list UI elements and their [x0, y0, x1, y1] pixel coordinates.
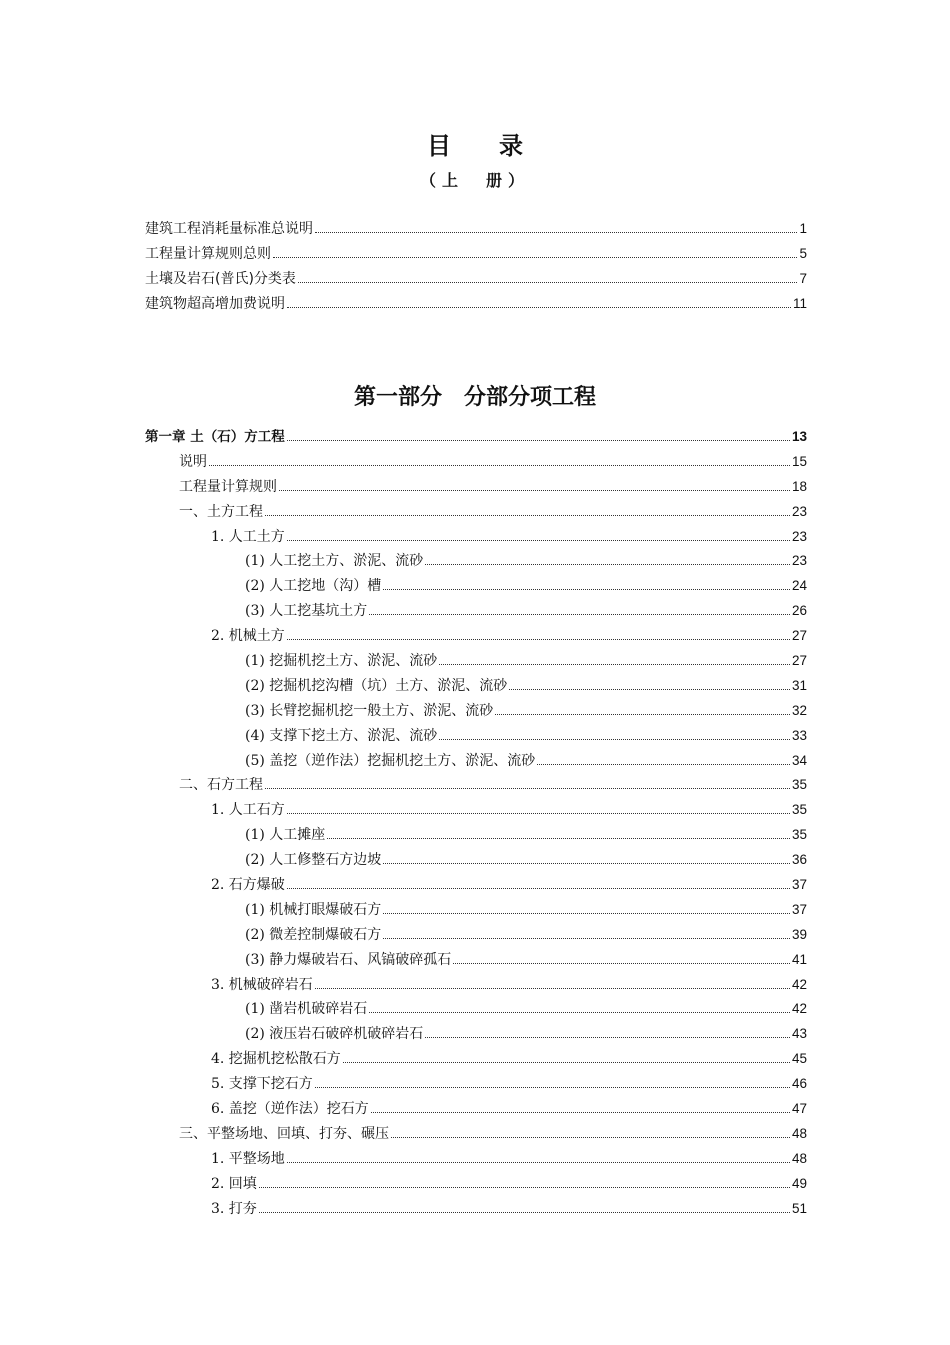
dot-leader	[383, 589, 790, 590]
toc-entry-page: 24	[791, 578, 807, 594]
toc-entry[interactable]	[145, 773, 807, 798]
dot-leader	[287, 307, 791, 308]
toc-entry-page: 1	[799, 221, 807, 236]
toc-entry-label: (2) 微差控制爆破石方	[245, 926, 382, 943]
toc-entry-page: 27	[791, 628, 807, 644]
toc-entry-page: 49	[791, 1175, 807, 1191]
toc-entry[interactable]	[145, 798, 807, 823]
toc-entry-page: 32	[791, 702, 807, 718]
toc-entry[interactable]	[145, 749, 807, 774]
dot-leader	[327, 838, 790, 839]
toc-entry[interactable]	[145, 724, 807, 749]
toc-entry[interactable]	[145, 848, 807, 873]
toc-entry[interactable]	[145, 1172, 807, 1197]
toc-entry-page: 35	[791, 802, 807, 818]
toc-entry[interactable]	[145, 549, 807, 574]
toc-entry-page: 33	[791, 727, 807, 743]
toc-entry-label: 1. 人工土方	[211, 528, 285, 545]
toc-entry-label: 3. 机械破碎岩石	[211, 976, 313, 993]
toc-entry-page: 46	[791, 1076, 807, 1092]
toc-entry[interactable]	[145, 823, 807, 848]
toc-entry[interactable]	[145, 1147, 807, 1172]
toc-entry-page: 7	[799, 270, 807, 286]
toc-intro-list	[145, 217, 807, 317]
toc-entry-label: 建筑物超高增加费说明	[145, 295, 285, 312]
dot-leader	[391, 1137, 790, 1138]
toc-entry-page: 5	[799, 245, 807, 261]
page-subtitle: （上 册）	[419, 171, 530, 190]
toc-entry[interactable]	[145, 948, 807, 973]
toc-entry-page: 43	[791, 1026, 807, 1042]
dot-leader	[287, 1162, 790, 1163]
toc-entry-label: 二、石方工程	[179, 777, 263, 794]
toc-entry-label: (4) 支撑下挖土方、淤泥、流砂	[245, 727, 438, 744]
toc-entry-label: 3. 打夯	[211, 1200, 257, 1217]
toc-entry-page: 37	[791, 877, 807, 893]
toc-entry[interactable]	[145, 525, 807, 550]
dot-leader	[315, 232, 797, 233]
toc-entry[interactable]	[145, 973, 807, 998]
toc-entry-page: 34	[791, 752, 807, 768]
toc-entry[interactable]	[145, 1122, 807, 1147]
dot-leader	[265, 515, 790, 516]
dot-leader	[315, 1087, 790, 1088]
toc-entry[interactable]	[145, 500, 807, 525]
toc-entry-label: 三、平整场地、回填、打夯、碾压	[179, 1125, 389, 1142]
toc-entry[interactable]	[145, 425, 807, 450]
toc-entry[interactable]	[145, 699, 807, 724]
toc-entry-label: 1. 人工石方	[211, 802, 285, 819]
toc-entry-page: 23	[791, 553, 807, 569]
dot-leader	[383, 913, 790, 914]
dot-leader	[287, 639, 790, 640]
dot-leader	[439, 664, 790, 665]
toc-entry-page: 13	[791, 429, 807, 444]
toc-entry-page: 23	[791, 528, 807, 544]
toc-entry-label: (1) 人工挖土方、淤泥、流砂	[245, 553, 424, 570]
toc-entry-page: 11	[792, 295, 807, 311]
dot-leader	[383, 863, 790, 864]
page-title: 目录	[427, 132, 571, 160]
toc-entry[interactable]	[145, 997, 807, 1022]
toc-entry-label: 6. 盖挖（逆作法）挖石方	[211, 1101, 369, 1118]
toc-entry-label: 土壤及岩石(普氏)分类表	[145, 270, 296, 287]
dot-leader	[453, 963, 790, 964]
toc-entry-label: (3) 人工挖基坑土方	[245, 603, 368, 620]
toc-entry[interactable]	[145, 217, 807, 242]
toc-entry-page: 15	[791, 453, 807, 469]
toc-entry-label: 一、土方工程	[179, 503, 263, 520]
dot-leader	[509, 689, 790, 690]
dot-leader	[287, 888, 790, 889]
toc-entry-page: 48	[791, 1125, 807, 1141]
toc-entry[interactable]	[145, 649, 807, 674]
toc-entry-page: 39	[791, 926, 807, 942]
toc-entry-label: (3) 静力爆破岩石、风镐破碎孤石	[245, 951, 452, 968]
toc-entry[interactable]	[145, 1197, 807, 1222]
toc-entry-page: 37	[791, 901, 807, 917]
toc-entry-label: (5) 盖挖（逆作法）挖掘机挖土方、淤泥、流砂	[245, 752, 536, 769]
dot-leader	[209, 465, 790, 466]
dot-leader	[495, 714, 790, 715]
toc-entry[interactable]	[145, 1097, 807, 1122]
toc-entry-page: 47	[791, 1101, 807, 1117]
toc-entry[interactable]	[145, 292, 807, 317]
toc-entry[interactable]	[145, 898, 807, 923]
toc-entry[interactable]	[145, 1047, 807, 1072]
dot-leader	[259, 1187, 790, 1188]
toc-entry-label: (1) 人工摊座	[245, 827, 326, 844]
toc-entry-label: 工程量计算规则总则	[145, 245, 271, 262]
dot-leader	[369, 614, 790, 615]
dot-leader	[287, 440, 790, 441]
toc-entry-page: 27	[791, 653, 807, 669]
toc-entry-label: 5. 支撑下挖石方	[211, 1076, 313, 1093]
dot-leader	[537, 764, 790, 765]
toc-entry-page: 18	[791, 478, 807, 494]
toc-entry[interactable]	[145, 599, 807, 624]
dot-leader	[259, 1212, 790, 1213]
dot-leader	[265, 788, 790, 789]
toc-entry[interactable]	[145, 1072, 807, 1097]
toc-entry-page: 31	[791, 677, 807, 693]
toc-entry[interactable]	[145, 873, 807, 898]
toc-entry-label: 2. 石方爆破	[211, 877, 285, 894]
toc-entry-page: 26	[791, 603, 807, 619]
toc-entry-page: 35	[791, 777, 807, 793]
toc-entry-label: (1) 挖掘机挖土方、淤泥、流砂	[245, 653, 438, 670]
toc-entry[interactable]	[145, 574, 807, 599]
toc-entry-label: 建筑工程消耗量标准总说明	[145, 221, 313, 237]
dot-leader	[371, 1112, 790, 1113]
toc-entry-label: (1) 凿岩机破碎岩石	[245, 1001, 368, 1018]
toc-entry[interactable]	[145, 267, 807, 292]
toc-entry-page: 48	[791, 1150, 807, 1166]
toc-entry-label: 说明	[179, 453, 207, 470]
toc-entry-label: (2) 人工挖地（沟）槽	[245, 578, 382, 595]
toc-entry-label: 4. 挖掘机挖松散石方	[211, 1051, 341, 1068]
toc-entry-label: 2. 回填	[211, 1175, 257, 1192]
dot-leader	[439, 739, 790, 740]
toc-entry-page: 35	[791, 827, 807, 843]
toc-entry-label: 工程量计算规则	[179, 478, 277, 495]
toc-entry-page: 42	[791, 976, 807, 992]
toc-main-list	[145, 425, 807, 1222]
toc-entry-label: (2) 挖掘机挖沟槽（坑）土方、淤泥、流砂	[245, 677, 508, 694]
dot-leader	[315, 988, 790, 989]
toc-entry-label: (2) 人工修整石方边坡	[245, 852, 382, 869]
toc-entry-label: (3) 长臂挖掘机挖一般土方、淤泥、流砂	[245, 702, 494, 719]
dot-leader	[287, 540, 790, 541]
toc-entry[interactable]	[145, 624, 807, 649]
toc-entry-label: 第一章 土（石）方工程	[145, 429, 285, 445]
dot-leader	[383, 938, 790, 939]
toc-entry-label: (1) 机械打眼爆破石方	[245, 901, 382, 918]
toc-entry[interactable]	[145, 450, 807, 475]
dot-leader	[287, 813, 790, 814]
toc-entry[interactable]	[145, 1022, 807, 1047]
toc-entry-page: 41	[791, 951, 807, 967]
dot-leader	[425, 564, 790, 565]
toc-entry-page: 42	[791, 1001, 807, 1017]
dot-leader	[425, 1037, 790, 1038]
toc-entry-label: (2) 液压岩石破碎机破碎岩石	[245, 1026, 424, 1043]
dot-leader	[273, 257, 797, 258]
toc-entry-page: 23	[791, 503, 807, 519]
toc-entry-label: 1. 平整场地	[211, 1150, 285, 1167]
dot-leader	[369, 1012, 790, 1013]
dot-leader	[298, 282, 798, 283]
toc-entry[interactable]	[145, 674, 807, 699]
toc-entry[interactable]	[145, 923, 807, 948]
part-heading: 第一部分 分部分项工程	[353, 385, 596, 410]
toc-entry-page: 51	[791, 1200, 807, 1216]
toc-entry-label: 2. 机械土方	[211, 628, 285, 645]
toc-entry[interactable]	[145, 242, 807, 267]
toc-entry-page: 36	[791, 852, 807, 868]
toc-entry[interactable]	[145, 475, 807, 500]
toc-entry-page: 45	[791, 1051, 807, 1067]
dot-leader	[343, 1062, 790, 1063]
dot-leader	[279, 490, 790, 491]
